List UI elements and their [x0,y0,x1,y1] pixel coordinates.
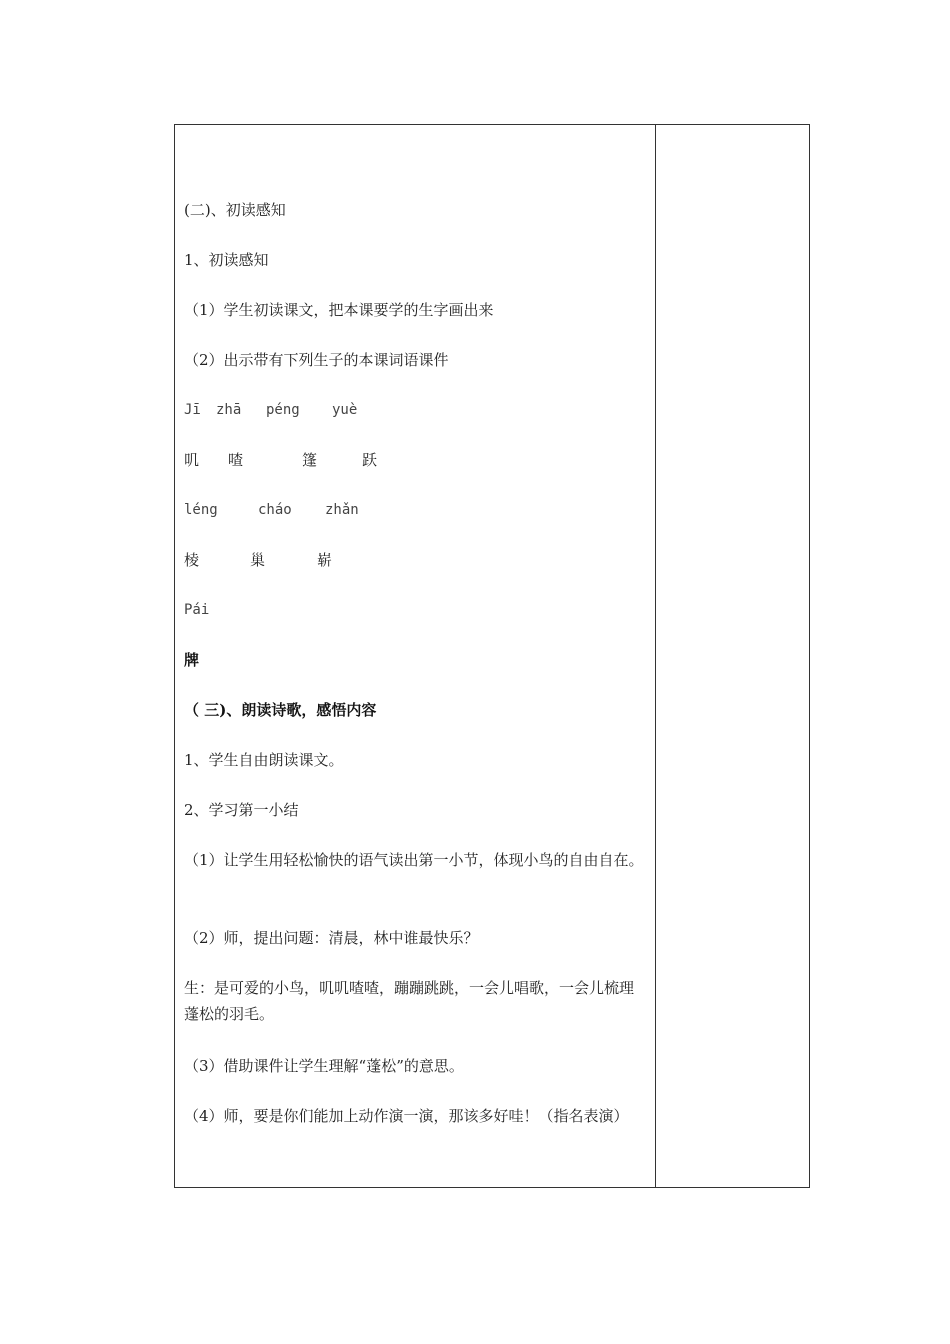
character: 喳 [228,451,244,469]
step-3-2-item-3: （3）借助课件让学生理解“蓬松”的意思。 [184,1057,464,1075]
character: 棱 [184,551,200,569]
step-1-item-1: （1）学生初读课文，把本课要学的生字画出来 [184,301,494,319]
lesson-content-cell [175,125,656,1187]
step-3-1: 1、学生自由朗读课文。 [184,751,344,769]
pinyin: Jī [184,402,201,418]
pinyin: péng [266,402,300,418]
pinyin: cháo [258,502,292,518]
character: 崭 [317,551,333,569]
step-3-2-item-2: （2）师，提出问题：清晨，林中谁最快乐？ [184,929,479,947]
pinyin: yuè [332,402,358,418]
step-3-2-item-4: （4）师，要是你们能加上动作演一演，那该多好哇！（指名表演） [184,1107,629,1125]
notes-cell [656,125,809,1187]
pinyin-row-3: Pái [184,602,210,618]
step-3-2-item-1: （1）让学生用轻松愉快的语气读出第一小节，体现小鸟的自由自在。 [184,851,644,869]
step-1-heading: 1、初读感知 [184,251,269,269]
step-1-item-2: （2）出示带有下列生子的本课词语课件 [184,351,449,369]
pinyin: léng [184,502,218,518]
character: 篷 [302,451,318,469]
step-3-2: 2、学习第一小结 [184,801,299,819]
character-row-2 [184,547,646,573]
character-row-1 [184,447,646,473]
character-row-3: 牌 [184,651,200,669]
section-heading-2: (二)、初读感知 [184,201,286,219]
pinyin-row-1 [184,397,646,423]
pinyin-row-2 [184,497,646,523]
character: 叽 [184,451,200,469]
pinyin: zhǎn [325,502,359,518]
character: 跃 [362,451,378,469]
section-heading-3: （ 三)、朗读诗歌，感悟内容 [184,701,377,719]
pinyin: zhā [216,402,242,418]
lesson-table [174,124,810,1188]
student-answer: 生：是可爱的小鸟，叽叽喳喳，蹦蹦跳跳，一会儿唱歌，一会儿梳理蓬松的羽毛。 [184,979,635,1023]
character: 巢 [250,551,266,569]
